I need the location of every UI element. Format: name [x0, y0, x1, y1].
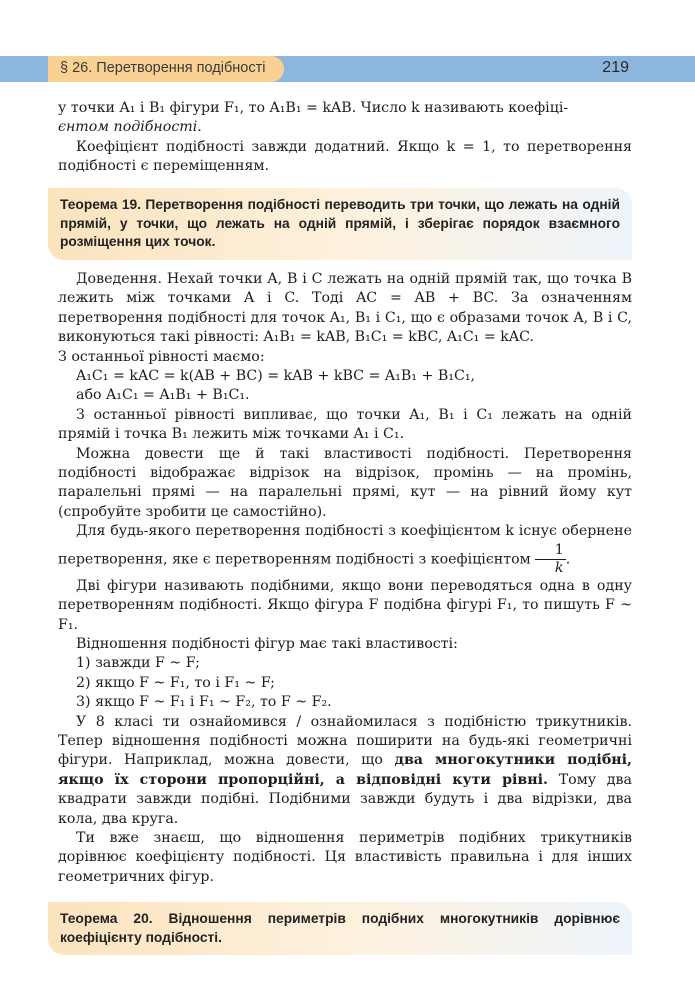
body-paragraph-8	[58, 713, 632, 829]
paragraph-8-end: Тому два квадрати завжди подібні. Подібними завжди будуть і два відрізки, два кола, два круга.	[58, 771, 632, 827]
theorem-20-box	[48, 902, 632, 955]
proof-paragraph-3: З останньої рівності випливає, що точки A₁, B₁ і C₁ лежать на одній прямій і точка B₁ лежить між точками A₁ і C₁.	[58, 406, 632, 443]
theorem-19-box	[48, 188, 632, 260]
body-paragraph-7: Відношення подібності фігур має такі властивості:	[76, 635, 458, 652]
property-item-2: 2) якщо F ~ F₁, то і F₁ ~ F;	[76, 674, 275, 691]
section-title: § 26. Перетворення подібності	[60, 60, 266, 76]
property-item-3: 3) якщо F ~ F₁ і F₁ ~ F₂, то F ~ F₂.	[76, 694, 332, 711]
fraction-denominator: k	[554, 559, 564, 576]
proof-equation-2: або A₁C₁ = A₁B₁ + B₁C₁.	[76, 387, 250, 404]
property-item-1: 1) завжди F ~ F;	[76, 655, 200, 672]
body-paragraph-9: Ти вже знаєш, що відношення периметрів подібних трикутників дорівнює коефіцієнту подібності. Ця властивість правильна і для інших геометричних фігур.	[58, 829, 632, 885]
proof-paragraph-1: Доведення. Нехай точки A, B і C лежать на одній прямій так, що точка B лежить між точками A і C. Тоді AC = AB + BC. За означенням перетворення подібності для точок A₁, B₁ і C₁, що є образами точок A, B і C, виконуються такі рівності: A₁B₁ = kAB, B₁C₁ = kBC, A₁C₁ = kAC.	[58, 271, 632, 346]
paragraph-8-bold: два многокутники подібні, якщо їх сторони пропорційні, а відповідні кути рівні.	[58, 752, 632, 788]
page-number: 219	[602, 59, 629, 76]
fraction-numerator: 1	[535, 542, 566, 560]
proof-block	[58, 270, 632, 887]
intro-paragraph-2: Коефіцієнт подібності завжди додатний. Якщо k = 1, то перетворення подібності є переміщенням.	[58, 138, 632, 175]
proof-equation-1: A₁C₁ = kAC = k(AB + BC) = kAB + kBC = A₁B₁ + B₁C₁,	[76, 368, 476, 385]
body-paragraph-6: Дві фігури називають подібними, якщо вони переводяться одна в одну перетворенням подібності. Якщо фігура F подібна фігурі F₁, то пишуть F ~ F₁.	[58, 577, 632, 633]
inverse-text: Для будь-якого перетворення подібності з коефіцієнтом k існує обернене перетворення, яке є перетворенням подібності з коефіцієнтом	[58, 523, 632, 568]
theorem-20-text: Теорема 20. Відношення периметрів подібних многокутників дорівнює коефіцієнту подібності.	[60, 911, 620, 945]
intro-block	[58, 99, 632, 177]
intro-line-1: у точки A₁ і B₁ фігури F₁, то A₁B₁ = kAB. Число k називають коефіці-	[58, 100, 569, 116]
body-paragraph-5: Для будь-якого перетворення подібності з коефіцієнтом k існує обернене перетворення, яке є перетворенням подібності з коефіцієнтом $\frac{1}{k}$ .	[58, 523, 632, 576]
fraction-one-over-k	[535, 542, 566, 577]
proof-paragraph-2: З останньої рівності маємо:	[58, 348, 265, 365]
body-paragraph-4: Можна довести ще й такі властивості подібності. Перетворення подібності відображає відрізок на відрізок, промінь — на промінь, паралельні прямі — на паралельні прямі, кут — на рівний йому кут (спробуйте зробити це самостійно).	[58, 445, 632, 520]
intro-line-2: єнтом подібності.	[58, 119, 202, 136]
theorem-19-text: Теорема 19. Перетворення подібності переводить три точки, що лежать на одній прямій, у точки, що лежать на одній прямій, і зберігає порядок взаємного розміщення цих точок.	[60, 197, 620, 250]
paragraph-8-start: У 8 класі ти ознайомився / ознайомилася з подібністю трикутників. Тепер відношення подібності можна поширити на будь-які геометричні фігури. Наприклад, можна довести, що	[58, 713, 632, 769]
